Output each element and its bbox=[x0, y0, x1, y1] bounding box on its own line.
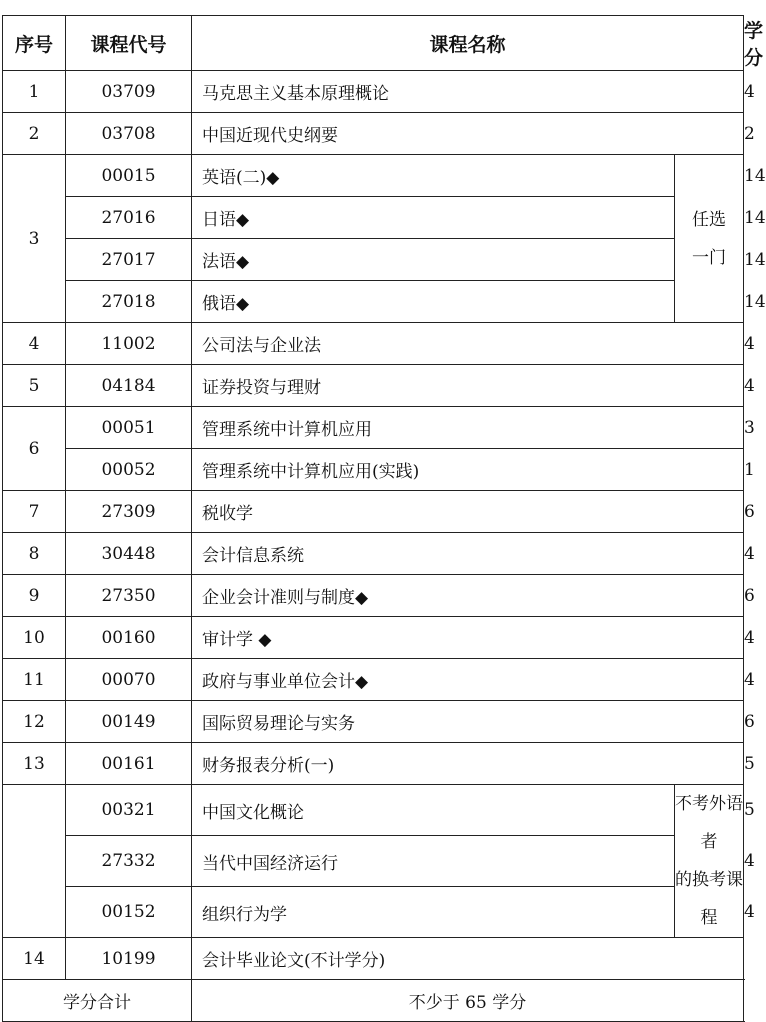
seq-cell: 12 bbox=[3, 701, 66, 743]
table-row: 00321 中国文化概论 不考外语者 的换考课程 5 bbox=[3, 785, 744, 836]
table-row: 12 00149 国际贸易理论与实务 6 bbox=[3, 701, 744, 743]
total-label: 学分合计 bbox=[3, 980, 192, 1022]
header-seq: 序号 bbox=[3, 16, 66, 71]
code-cell: 03709 bbox=[66, 71, 192, 113]
seq-cell: 9 bbox=[3, 575, 66, 617]
seq-cell: 4 bbox=[3, 323, 66, 365]
table-row: 00152 组织行为学 4 bbox=[3, 887, 744, 938]
name-cell: 马克思主义基本原理概论 bbox=[192, 71, 744, 113]
code-cell: 00051 bbox=[66, 407, 192, 449]
table-row: 27017 法语◆ 14 bbox=[3, 239, 744, 281]
code-cell: 00070 bbox=[66, 659, 192, 701]
header-code: 课程代号 bbox=[66, 16, 192, 71]
code-cell: 27018 bbox=[66, 281, 192, 323]
language-elective-note bbox=[675, 155, 744, 323]
code-cell: 00052 bbox=[66, 449, 192, 491]
code-cell: 27309 bbox=[66, 491, 192, 533]
code-cell: 00152 bbox=[66, 887, 192, 938]
name-cell: 审计学 ◆ bbox=[192, 617, 744, 659]
table-row: 27016 日语◆ 14 bbox=[3, 197, 744, 239]
seq-cell: 6 bbox=[3, 407, 66, 491]
code-cell: 00321 bbox=[66, 785, 192, 836]
seq-cell: 11 bbox=[3, 659, 66, 701]
name-cell: 日语◆ bbox=[192, 197, 675, 239]
name-cell: 法语◆ bbox=[192, 239, 675, 281]
course-table bbox=[2, 15, 766, 1022]
seq-cell: 1 bbox=[3, 71, 66, 113]
seq-cell: 8 bbox=[3, 533, 66, 575]
seq-cell bbox=[3, 785, 66, 938]
table-row: 8 30448 会计信息系统 4 bbox=[3, 533, 744, 575]
code-cell: 04184 bbox=[66, 365, 192, 407]
table-row: 7 27309 税收学 6 bbox=[3, 491, 744, 533]
code-cell: 27017 bbox=[66, 239, 192, 281]
total-row bbox=[3, 980, 744, 1022]
name-cell: 政府与事业单位会计◆ bbox=[192, 659, 744, 701]
code-cell: 00161 bbox=[66, 743, 192, 785]
table-row: 1 03709 马克思主义基本原理概论 4 bbox=[3, 71, 744, 113]
table-row: 27018 俄语◆ 14 bbox=[3, 281, 744, 323]
table-row: 00052 管理系统中计算机应用(实践) 1 bbox=[3, 449, 744, 491]
table-row: 5 04184 证券投资与理财 4 bbox=[3, 365, 744, 407]
code-cell: 27016 bbox=[66, 197, 192, 239]
table-row: 27332 当代中国经济运行 4 bbox=[3, 836, 744, 887]
code-cell: 00160 bbox=[66, 617, 192, 659]
name-cell: 会计毕业论文(不计学分) bbox=[192, 938, 744, 980]
table-row: 4 11002 公司法与企业法 4 bbox=[3, 323, 744, 365]
table-row bbox=[3, 938, 744, 980]
seq-cell: 14 bbox=[3, 938, 66, 980]
name-cell: 英语(二)◆ bbox=[192, 155, 675, 197]
note-line: 不考外语者 bbox=[675, 794, 743, 852]
table-row: 11 00070 政府与事业单位会计◆ 4 bbox=[3, 659, 744, 701]
table-row: 10 00160 审计学 ◆ 4 bbox=[3, 617, 744, 659]
total-value: 不少于 65 学分 bbox=[192, 980, 744, 1022]
code-cell: 00015 bbox=[66, 155, 192, 197]
name-cell: 管理系统中计算机应用(实践) bbox=[192, 449, 744, 491]
name-cell: 当代中国经济运行 bbox=[192, 836, 675, 887]
seq-cell: 5 bbox=[3, 365, 66, 407]
code-cell: 27350 bbox=[66, 575, 192, 617]
name-cell: 证券投资与理财 bbox=[192, 365, 744, 407]
seq-cell: 2 bbox=[3, 113, 66, 155]
name-cell: 俄语◆ bbox=[192, 281, 675, 323]
name-cell: 财务报表分析(一) bbox=[192, 743, 744, 785]
code-cell: 30448 bbox=[66, 533, 192, 575]
name-cell: 中国近现代史纲要 bbox=[192, 113, 744, 155]
header-row: 序号 课程代号 课程名称 学分 bbox=[3, 16, 744, 71]
name-cell: 企业会计准则与制度◆ bbox=[192, 575, 744, 617]
table-row: 6 00051 管理系统中计算机应用 3 bbox=[3, 407, 744, 449]
name-cell: 管理系统中计算机应用 bbox=[192, 407, 744, 449]
name-cell: 会计信息系统 bbox=[192, 533, 744, 575]
name-cell: 组织行为学 bbox=[192, 887, 675, 938]
code-cell: 11002 bbox=[66, 323, 192, 365]
code-cell: 27332 bbox=[66, 836, 192, 887]
seq-cell: 3 bbox=[3, 155, 66, 323]
note-line: 任选 bbox=[692, 209, 726, 230]
table-row: 2 03708 中国近现代史纲要 2 bbox=[3, 113, 744, 155]
alternative-course-note bbox=[675, 785, 744, 938]
name-cell: 税收学 bbox=[192, 491, 744, 533]
code-cell: 10199 bbox=[66, 938, 192, 980]
table-row: 3 00015 英语(二)◆ 任选 一门 14 bbox=[3, 155, 744, 197]
name-cell: 公司法与企业法 bbox=[192, 323, 744, 365]
note-line: 的换考课程 bbox=[675, 870, 743, 928]
name-cell: 中国文化概论 bbox=[192, 785, 675, 836]
seq-cell: 10 bbox=[3, 617, 66, 659]
code-cell: 00149 bbox=[66, 701, 192, 743]
seq-cell: 13 bbox=[3, 743, 66, 785]
table-row: 13 00161 财务报表分析(一) 5 bbox=[3, 743, 744, 785]
code-cell: 03708 bbox=[66, 113, 192, 155]
note-line: 一门 bbox=[692, 247, 726, 268]
seq-cell: 7 bbox=[3, 491, 66, 533]
header-name: 课程名称 bbox=[192, 16, 744, 71]
name-cell: 国际贸易理论与实务 bbox=[192, 701, 744, 743]
table-row: 9 27350 企业会计准则与制度◆ 6 bbox=[3, 575, 744, 617]
